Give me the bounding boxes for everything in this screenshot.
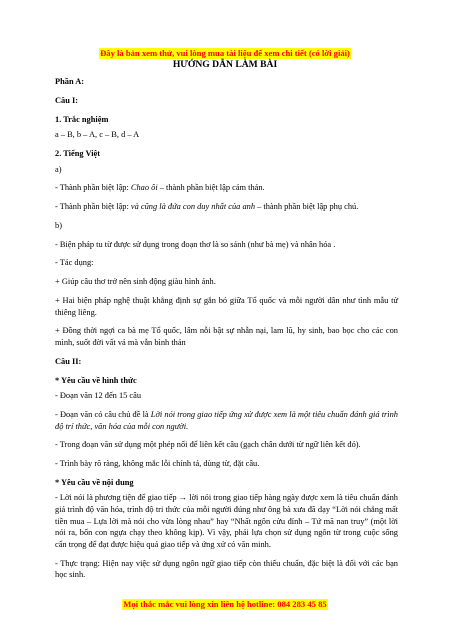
tv-line-2-prefix: - Thành phần biệt lập:: [55, 202, 131, 212]
tv-line-1-prefix: - Thành phần biệt lập:: [55, 183, 131, 193]
effect-2: + Hai biện pháp nghệ thuật khẳng định sự gắn bó giữa Tổ quốc và mỗi người dân như tình mẫu tử thiêng liêng.: [55, 296, 398, 317]
tv-line-1-suffix: – thành phần biệt lập cảm thán.: [157, 183, 265, 193]
effect-1: + Giúp câu thơ trở nên sinh động giàu hình ảnh.: [55, 277, 216, 287]
tv-line-2-italic: và cũng là đứa con duy nhất của anh: [130, 202, 256, 212]
tac-dung-label: - Tác dụng:: [55, 258, 94, 268]
ht-line-1: - Đoạn văn 12 đến 15 câu: [55, 391, 142, 401]
heading-trac-nghiem: 1. Trắc nghiệm: [55, 114, 109, 124]
doc-title: HƯỚNG DẪN LÀM BÀI: [172, 59, 278, 70]
heading-cau-2: Câu II:: [55, 356, 82, 366]
ht-line-2-prefix: - Đoạn văn có câu chủ đề là: [55, 409, 151, 419]
tv-line-1-italic: Chao ôi: [130, 183, 158, 193]
effect-3: + Đồng thời ngợi ca bà mẹ Tổ quốc, lâm nỗi bật sự nhẫn nại, lam lũ, hy sinh, bao bọc cho các con mình, suốt đời vất vả mà vẫn bình thản: [55, 326, 398, 347]
header-notice: Đây là bản xem thử, vui lòng mua tài liệu để xem chi tiết (có lời giải): [100, 48, 350, 58]
nd-para-1: - Lời nói là phương tiện để giao tiếp → lời nói trong giao tiếp hàng ngày được xem là tiêu chuẩn đánh giá trình độ văn hóa, trình độ tri thức của mỗi người đúng như ông bà xưa đã dạy “Lời nói chẳng mất tiền mua – Lựa lời mà nói cho vừa lòng nhau” hay “Nhất ngôn cửu đỉnh – Tứ mã nan truy” (một lời nói ra, bốn con ngựa chạy theo không kịp). Vì vậy, phải lựa chọn sử dụng ngôn từ trong cuộc sống cẩn trọng để đạt được hiệu quả giao tiếp và ứng xử có văn minh.: [55, 493, 398, 549]
nd-para-2: - Thực trạng: Hiện nay việc sử dụng ngôn ngữ giao tiếp còn thiếu chuẩn, đặc biệt là đối với các bạn học sinh.: [55, 558, 398, 580]
heading-noi-dung: * Yêu cầu về nội dung: [55, 477, 134, 487]
heading-cau-1: Câu I:: [55, 95, 79, 105]
footer-notice: Mọi thắc mắc vui lòng xin liên hệ hotline: 084 283 45 85: [123, 599, 327, 609]
ht-line-2: [55, 409, 398, 432]
document-body: [55, 76, 398, 588]
tv-line-2: [55, 201, 398, 213]
ht-line-3: - Trong đoạn văn sử dụng một phép nối để liên kết câu (gạch chân dưới từ ngữ liên kết đó).: [55, 440, 361, 450]
ht-line-4: - Trình bày rõ ràng, không mắc lỗi chính tả, dùng từ, đặt câu.: [55, 459, 260, 469]
heading-hinh-thuc: * Yêu cầu về hình thức: [55, 375, 137, 385]
section-phan-a: Phần A:: [55, 77, 85, 86]
ht-line-2-italic: Lời nói trong giao tiếp ứng xử được xem là một tiêu chuẩn đánh giá trình độ trí thức, văn hóa của mỗi con người.: [55, 409, 398, 431]
part-a-label: a): [55, 164, 62, 174]
tv-line-2-suffix: – thành phần biệt lập phụ chú.: [255, 202, 359, 212]
bien-phap: - Biện pháp tu từ được sử dụng trong đoạn thơ là so sánh (như bà mẹ) và nhân hóa .: [55, 239, 336, 249]
part-b-label: b): [55, 220, 62, 230]
trac-nghiem-answers: a – B, b – A, c – B, d – A: [55, 130, 140, 140]
heading-tieng-viet: 2. Tiếng Việt: [55, 148, 101, 158]
tv-line-1: [55, 182, 398, 194]
footer-notice-wrap: [0, 594, 450, 612]
